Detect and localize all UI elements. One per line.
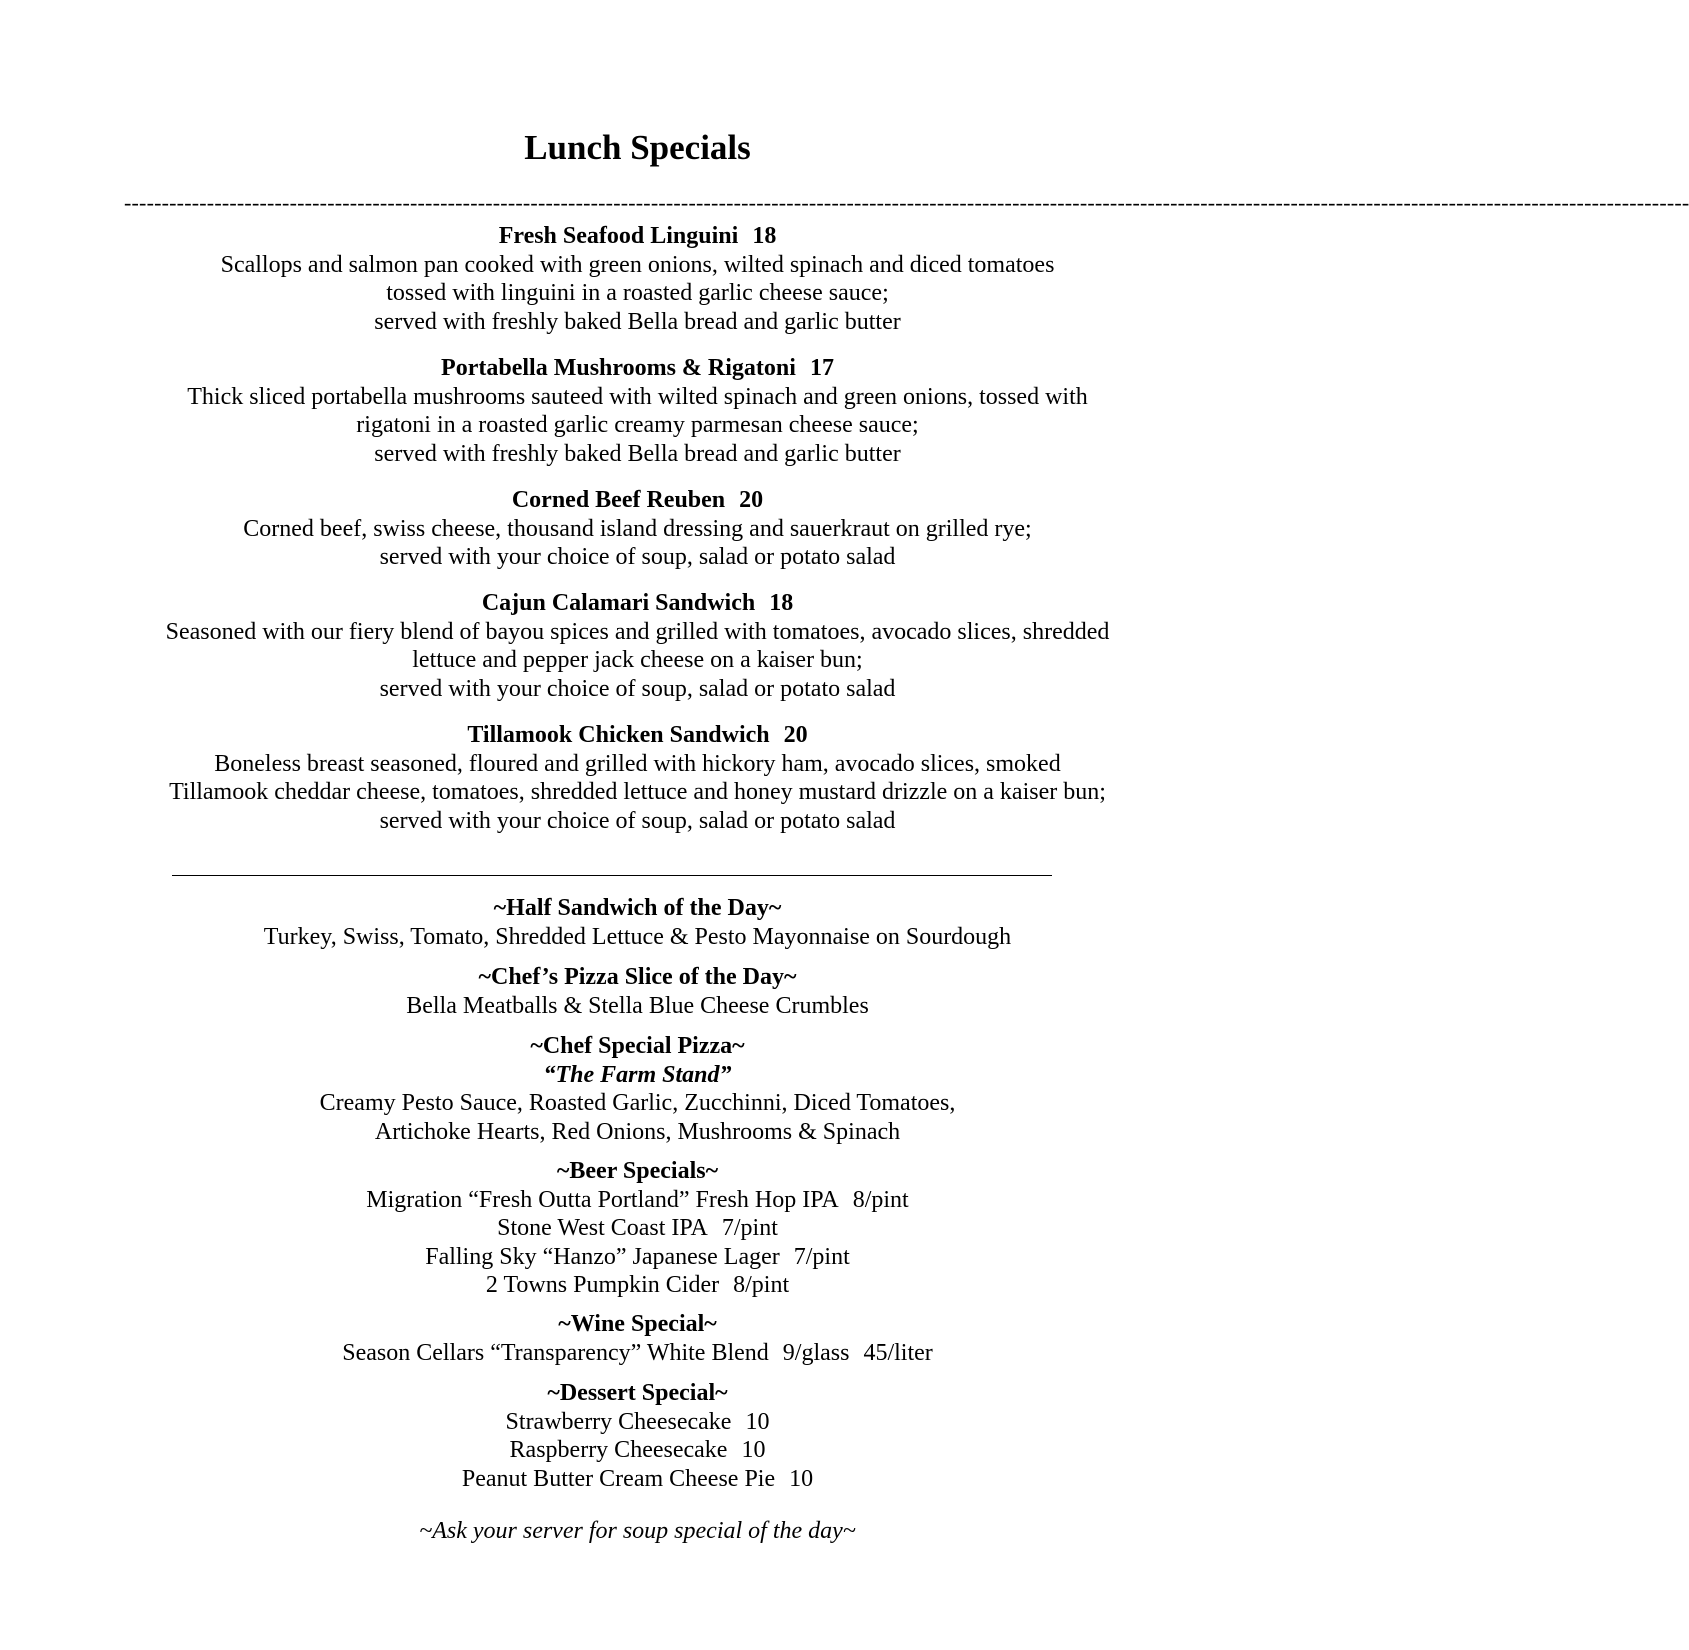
special-description-line: Boneless breast seasoned, floured and grilled with hickory ham, avocado slices, smoked xyxy=(214,750,1061,777)
wine-price-liter: 45/liter xyxy=(863,1339,933,1366)
special-description-line: tossed with linguini in a roasted garlic cheese sauce; xyxy=(386,280,889,306)
beer-name: 2 Towns Pumpkin Cider xyxy=(485,1272,720,1298)
beer-item xyxy=(0,1214,1275,1243)
beer-price: 7/pint xyxy=(721,1215,778,1241)
dessert-name: Raspberry Cheesecake xyxy=(509,1437,728,1463)
special-heading xyxy=(0,354,1275,383)
section-heading: ~Chef Special Pizza~ xyxy=(530,1033,745,1059)
section-heading: ~Dessert Special~ xyxy=(547,1380,728,1406)
dessert-name: Strawberry Cheesecake xyxy=(505,1408,732,1435)
dessert-price: 10 xyxy=(745,1408,770,1435)
pizza-slice-section xyxy=(0,963,1275,1020)
special-item xyxy=(0,222,1275,336)
wine-price-glass: 9/glass xyxy=(782,1339,850,1366)
special-description-line: served with your choice of soup, salad or potato salad xyxy=(379,544,896,570)
special-item xyxy=(0,354,1275,468)
special-description-line: served with freshly baked Bella bread and garlic butter xyxy=(374,308,901,335)
special-description-line: Tillamook cheddar cheese, tomatoes, shredded lettuce and honey mustard drizzle on a kaiser bun; xyxy=(169,779,1106,805)
beer-item xyxy=(0,1271,1275,1300)
beer-section xyxy=(0,1157,1275,1300)
footer-note xyxy=(0,1517,1275,1546)
special-description-line: lettuce and pepper jack cheese on a kaiser bun; xyxy=(412,647,863,673)
dessert-item xyxy=(0,1436,1275,1465)
beer-price: 8/pint xyxy=(852,1186,909,1213)
dashed-separator: ---------------------------------------------------------------------------------------------------------------------------------------------------------------------------------------------------------------- xyxy=(124,190,1689,215)
special-description-line: served with your choice of soup, salad or potato salad xyxy=(379,807,896,834)
special-item xyxy=(0,721,1275,835)
section-heading: ~Chef’s Pizza Slice of the Day~ xyxy=(478,964,797,990)
special-name: Corned Beef Reuben xyxy=(511,487,726,513)
special-description-line: Thick sliced portabella mushrooms sauteed with wilted spinach and green onions, tossed with xyxy=(187,383,1088,410)
dessert-section xyxy=(0,1379,1275,1493)
special-name: Fresh Seafood Linguini xyxy=(498,223,739,249)
special-heading xyxy=(0,589,1275,618)
dessert-item xyxy=(0,1408,1275,1437)
page-title: Lunch Specials xyxy=(524,128,751,167)
section-heading: ~Wine Special~ xyxy=(558,1311,717,1337)
special-heading xyxy=(0,721,1275,750)
special-price: 17 xyxy=(809,355,834,381)
dessert-item xyxy=(0,1465,1275,1494)
dessert-price: 10 xyxy=(741,1437,766,1463)
beer-name: Migration “Fresh Outta Portland” Fresh Hop IPA xyxy=(366,1186,839,1213)
section-heading: ~Beer Specials~ xyxy=(556,1158,719,1184)
special-item xyxy=(0,486,1275,572)
special-heading xyxy=(0,222,1275,251)
wine-section xyxy=(0,1310,1275,1367)
section-text: Creamy Pesto Sauce, Roasted Garlic, Zucchinni, Diced Tomatoes, xyxy=(319,1090,956,1116)
chef-pizza-section xyxy=(0,1032,1275,1146)
special-description-line: Scallops and salmon pan cooked with green onions, wilted spinach and diced tomatoes xyxy=(220,251,1055,278)
special-name: Tillamook Chicken Sandwich xyxy=(467,722,770,748)
section-text: Bella Meatballs & Stella Blue Cheese Crumbles xyxy=(406,992,869,1019)
half-sandwich-section xyxy=(0,894,1275,951)
wine-item xyxy=(0,1339,1275,1368)
special-price: 20 xyxy=(783,722,808,748)
footer-text: ~Ask your server for soup special of the day~ xyxy=(419,1518,856,1544)
special-item xyxy=(0,589,1275,703)
beer-price: 7/pint xyxy=(793,1243,850,1270)
pizza-subtitle: “The Farm Stand” xyxy=(543,1061,732,1088)
special-price: 20 xyxy=(739,487,764,513)
special-description-line: served with freshly baked Bella bread and garlic butter xyxy=(374,440,901,467)
special-heading xyxy=(0,486,1275,515)
dessert-name: Peanut Butter Cream Cheese Pie xyxy=(461,1465,776,1492)
section-divider xyxy=(172,875,1052,876)
wine-name: Season Cellars “Transparency” White Blend xyxy=(342,1339,769,1366)
special-description-line: Corned beef, swiss cheese, thousand island dressing and sauerkraut on grilled rye; xyxy=(243,515,1032,542)
dessert-price: 10 xyxy=(789,1465,814,1492)
beer-name: Falling Sky “Hanzo” Japanese Lager xyxy=(425,1243,780,1270)
beer-price: 8/pint xyxy=(733,1272,790,1298)
section-text: Turkey, Swiss, Tomato, Shredded Lettuce & Pesto Mayonnaise on Sourdough xyxy=(263,923,1012,950)
special-description-line: Seasoned with our fiery blend of bayou spices and grilled with tomatoes, avocado slices, shredded xyxy=(165,618,1110,645)
special-price: 18 xyxy=(769,590,794,616)
special-name: Portabella Mushrooms & Rigatoni xyxy=(441,355,796,381)
special-description-line: served with your choice of soup, salad or potato salad xyxy=(379,675,896,702)
beer-item xyxy=(0,1243,1275,1272)
beer-name: Stone West Coast IPA xyxy=(497,1215,708,1241)
special-description-line: rigatoni in a roasted garlic creamy parmesan cheese sauce; xyxy=(356,412,919,438)
special-price: 18 xyxy=(752,223,777,249)
section-text: Artichoke Hearts, Red Onions, Mushrooms & Spinach xyxy=(374,1118,901,1145)
section-heading: ~Half Sandwich of the Day~ xyxy=(493,895,782,921)
special-name: Cajun Calamari Sandwich xyxy=(481,590,756,616)
beer-item xyxy=(0,1186,1275,1215)
